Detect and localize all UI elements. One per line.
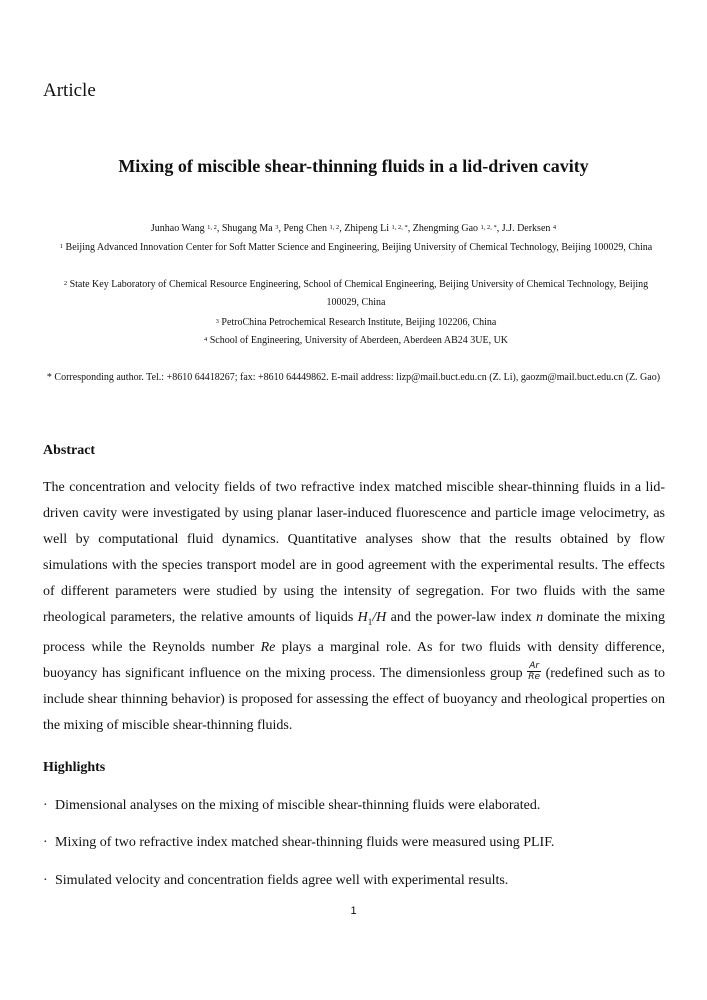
affiliation-text: State Key Laboratory of Chemical Resource Engineering, School of Chemical Engineering, Beijing University of Chemical Technology, Beijing 100029, China: [69, 279, 649, 308]
affiliation-mark: 3: [215, 318, 219, 325]
abstract-text: and the power-law index: [386, 610, 537, 625]
highlight-text: Dimensional analyses on the mixing of miscible shear-thinning fluids were elaborated.: [55, 798, 541, 813]
author-name: Shugang Ma: [221, 223, 273, 234]
author-affiliation-mark: 3: [275, 224, 279, 231]
abstract-text: plays a marginal role. As for two fluids with density difference, buoyancy has significant influence on the mixing process. The dimensionless group: [43, 639, 665, 681]
author-name: Peng Chen: [283, 223, 328, 234]
affiliation-3: [50, 314, 662, 332]
symbol-re: Re: [260, 639, 276, 655]
author-name: Zhipeng Li: [344, 223, 390, 234]
author-name: Zhengming Gao: [412, 223, 479, 234]
paper-title: Mixing of miscible shear-thinning fluids in a lid-driven cavity: [118, 156, 589, 176]
author-affiliation-mark: 4: [552, 224, 557, 231]
author-affiliation-mark: 1, 2: [207, 224, 217, 231]
ar-over-re-fraction: [527, 661, 541, 682]
highlights-heading: Highlights: [43, 760, 106, 775]
abstract-body: [43, 475, 665, 739]
affiliation-mark: 2: [63, 280, 68, 287]
page-number: 1: [350, 905, 357, 917]
corresponding-author-note: * Corresponding author. Tel.: +8610 64418267; fax: +8610 64449862. E-mail address: lizp@mail.buct.edu.cn (Z. Li), gaozm@mail.buct.edu.cn (Z. Gao): [46, 372, 661, 383]
author-affiliation-mark: 1, 2: [329, 224, 340, 231]
abstract-text: dominate the mixing process while the Reynolds number: [43, 610, 665, 655]
symbol-n: n: [536, 610, 544, 625]
affiliation-4: [50, 332, 662, 350]
highlight-item: [43, 872, 665, 890]
abstract-text: (redefined such as to include shear thinning behavior) is proposed for assessing the effect of buoyancy and rheological properties on the mixing of miscible shear-thinning fluids.: [43, 665, 665, 733]
abstract-heading: Abstract: [43, 443, 96, 458]
affiliation-mark: 4: [203, 336, 208, 343]
author-name: J.J. Derksen: [501, 223, 551, 234]
author-list: Junhao Wang $^{1, 2}$, Shugang Ma $^3$, Peng Chen $^{1, 2}$, Zhipeng Li $^{1, 2, *}$, Zhengming Gao $^{1, 2, *}$, J.J. Derksen $^4$: [150, 223, 557, 234]
article-type-label: Article: [43, 80, 96, 101]
author-affiliation-mark: 1, 2, *: [480, 224, 497, 231]
bullet-icon: ·: [43, 873, 48, 888]
affiliation-1: [50, 239, 662, 257]
affiliation-2: [50, 276, 662, 312]
abstract-text: The concentration and velocity fields of two refractive index matched miscible shear-thinning fluids in a lid-driven cavity were investigated by using planar laser-induced fluorescence and particle image velocimetry, as well by computational fluid dynamics. Quantitative analyses show that the results obtained by flow simulations with the species transport model are in good agreement with the experimental results. The effects of different parameters were studied by using the intensity of segregation. For two fluids with the same rheological parameters, the relative amounts of liquids: [43, 480, 665, 625]
fraction-numerator: Ar: [529, 661, 540, 672]
fraction-denominator: Re: [528, 672, 541, 683]
highlight-item: [43, 797, 665, 815]
symbol-h-subscript: 1: [367, 616, 373, 627]
affiliation-text: Beijing Advanced Innovation Center for Soft Matter Science and Engineering, Beijing University of Chemical Technology, Beijing 100029, China: [65, 242, 653, 253]
symbol-h-denominator: /H: [372, 610, 387, 625]
author-affiliation-mark: 1, 2, *: [391, 224, 408, 231]
affiliation-text: PetroChina Petrochemical Research Institute, Beijing 102206, China: [221, 317, 497, 328]
bullet-icon: ·: [43, 835, 48, 850]
author-name: Junhao Wang: [150, 223, 205, 234]
symbol-h: H: [357, 610, 368, 625]
highlight-item: [43, 834, 665, 852]
affiliation-text: School of Engineering, University of Aberdeen, Aberdeen AB24 3UE, UK: [209, 335, 509, 346]
highlight-text: Simulated velocity and concentration fields agree well with experimental results.: [55, 873, 509, 888]
bullet-icon: ·: [43, 798, 48, 813]
highlight-text: Mixing of two refractive index matched shear-thinning fluids were measured using PLIF.: [55, 835, 555, 850]
affiliation-mark: 1: [59, 243, 64, 250]
